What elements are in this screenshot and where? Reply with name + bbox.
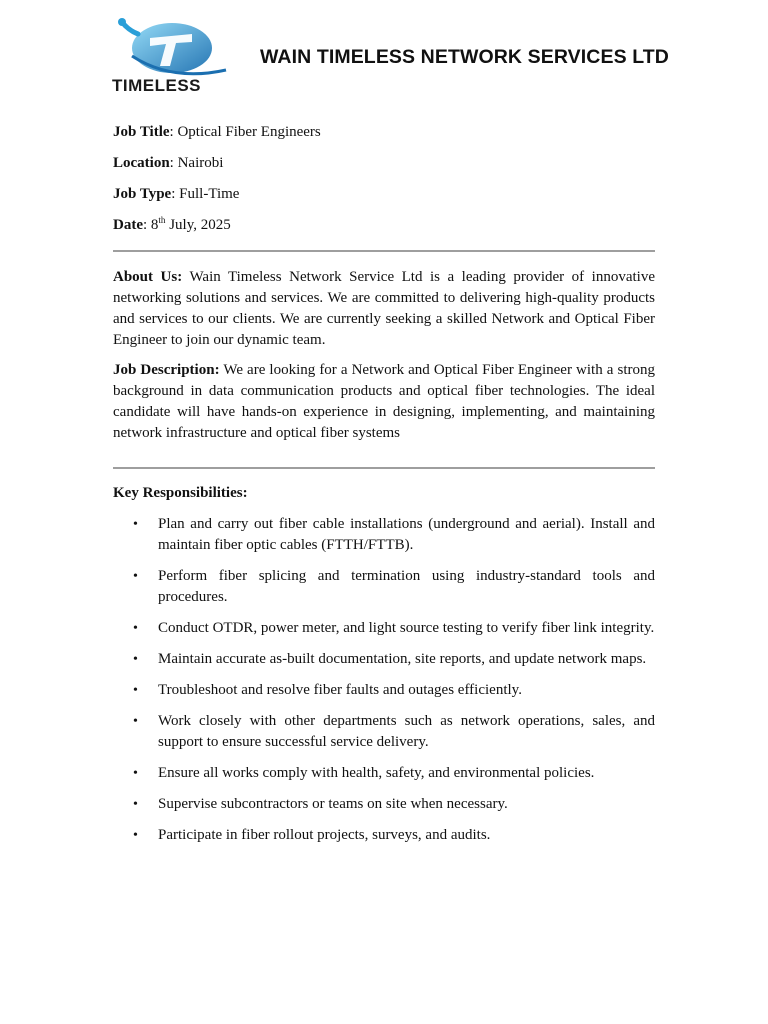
bullet-icon: • <box>133 569 138 584</box>
responsibilities-list <box>113 514 655 856</box>
bullet-icon: • <box>133 828 138 843</box>
section-divider <box>113 250 655 252</box>
bullet-icon: • <box>133 766 138 781</box>
location-label: Location <box>113 155 170 171</box>
date-label: Date <box>113 217 143 233</box>
date-suffix: th <box>158 215 166 225</box>
responsibility-item <box>113 618 655 639</box>
about-label: About Us: <box>113 269 183 285</box>
job-meta <box>113 122 673 246</box>
description-label: Job Description: <box>113 362 220 378</box>
responsibility-item <box>113 680 655 701</box>
responsibility-item <box>113 794 655 815</box>
responsibilities-heading: Key Responsibilities: <box>113 485 248 501</box>
responsibility-item <box>113 514 655 556</box>
job-title-label: Job Title <box>113 124 170 140</box>
responsibility-item <box>113 763 655 784</box>
section-divider <box>113 467 655 469</box>
job-title-value: Optical Fiber Engineers <box>177 124 321 140</box>
responsibility-item <box>113 711 655 753</box>
responsibility-item <box>113 566 655 608</box>
responsibility-text: Participate in fiber rollout projects, surveys, and audits. <box>158 827 491 843</box>
location-row: Location: Nairobi <box>113 155 224 171</box>
responsibility-text: Plan and carry out fiber cable installations (underground and aerial). Install and maintain fiber optic cables (FTTH/FTTB). <box>158 516 655 553</box>
bullet-icon: • <box>133 652 138 667</box>
responsibility-text: Troubleshoot and resolve fiber faults and outages efficiently. <box>158 682 522 698</box>
responsibility-text: Maintain accurate as-built documentation, site reports, and update network maps. <box>158 651 647 667</box>
responsibility-text: Ensure all works comply with health, safety, and environmental policies. <box>158 765 595 781</box>
job-title-row: Job Title: Optical Fiber Engineers <box>113 124 321 140</box>
responsibility-text: Supervise subcontractors or teams on site when necessary. <box>158 796 508 812</box>
bullet-icon: • <box>133 517 138 532</box>
company-logo <box>108 16 236 96</box>
date-row: Date: 8th July, 2025 <box>113 215 231 233</box>
description-text: We are looking for a Network and Optical Fiber Engineer with a strong background in data communication products and optical fiber technologies. The ideal candidate will have hands-on experience in designing, implementing, and maintaining network infrastructure and optical fiber systems <box>113 362 655 441</box>
job-type-value: Full-Time <box>179 186 240 202</box>
responsibility-item <box>113 825 655 846</box>
job-type-row: Job Type: Full-Time <box>113 186 240 202</box>
location-value: Nairobi <box>177 155 224 171</box>
description-paragraph <box>113 360 655 444</box>
company-name-heading: WAIN TIMELESS NETWORK SERVICES LTD <box>260 46 669 68</box>
bullet-icon: • <box>133 621 138 636</box>
bullet-icon: • <box>133 797 138 812</box>
responsibility-item <box>113 649 655 670</box>
bullet-icon: • <box>133 714 138 729</box>
about-text: Wain Timeless Network Service Ltd is a leading provider of innovative networking solutions and services. We are committed to delivering high-quality products and services to our clients. We are currently seeking a skilled Network and Optical Fiber Engineer to join our dynamic team. <box>113 269 655 348</box>
date-rest: July, 2025 <box>169 217 231 233</box>
job-type-label: Job Type <box>113 186 172 202</box>
responsibility-text: Perform fiber splicing and termination using industry-standard tools and procedures. <box>158 568 655 605</box>
bullet-icon: • <box>133 683 138 698</box>
logo-text: TIMELESS <box>112 76 202 95</box>
responsibility-text: Conduct OTDR, power meter, and light source testing to verify fiber link integrity. <box>158 620 655 636</box>
logo-emblem-icon <box>108 16 236 78</box>
date-day: 8 <box>150 217 159 233</box>
responsibility-text: Work closely with other departments such as network operations, sales, and support to ensure successful service delivery. <box>158 713 655 750</box>
about-paragraph <box>113 267 655 351</box>
